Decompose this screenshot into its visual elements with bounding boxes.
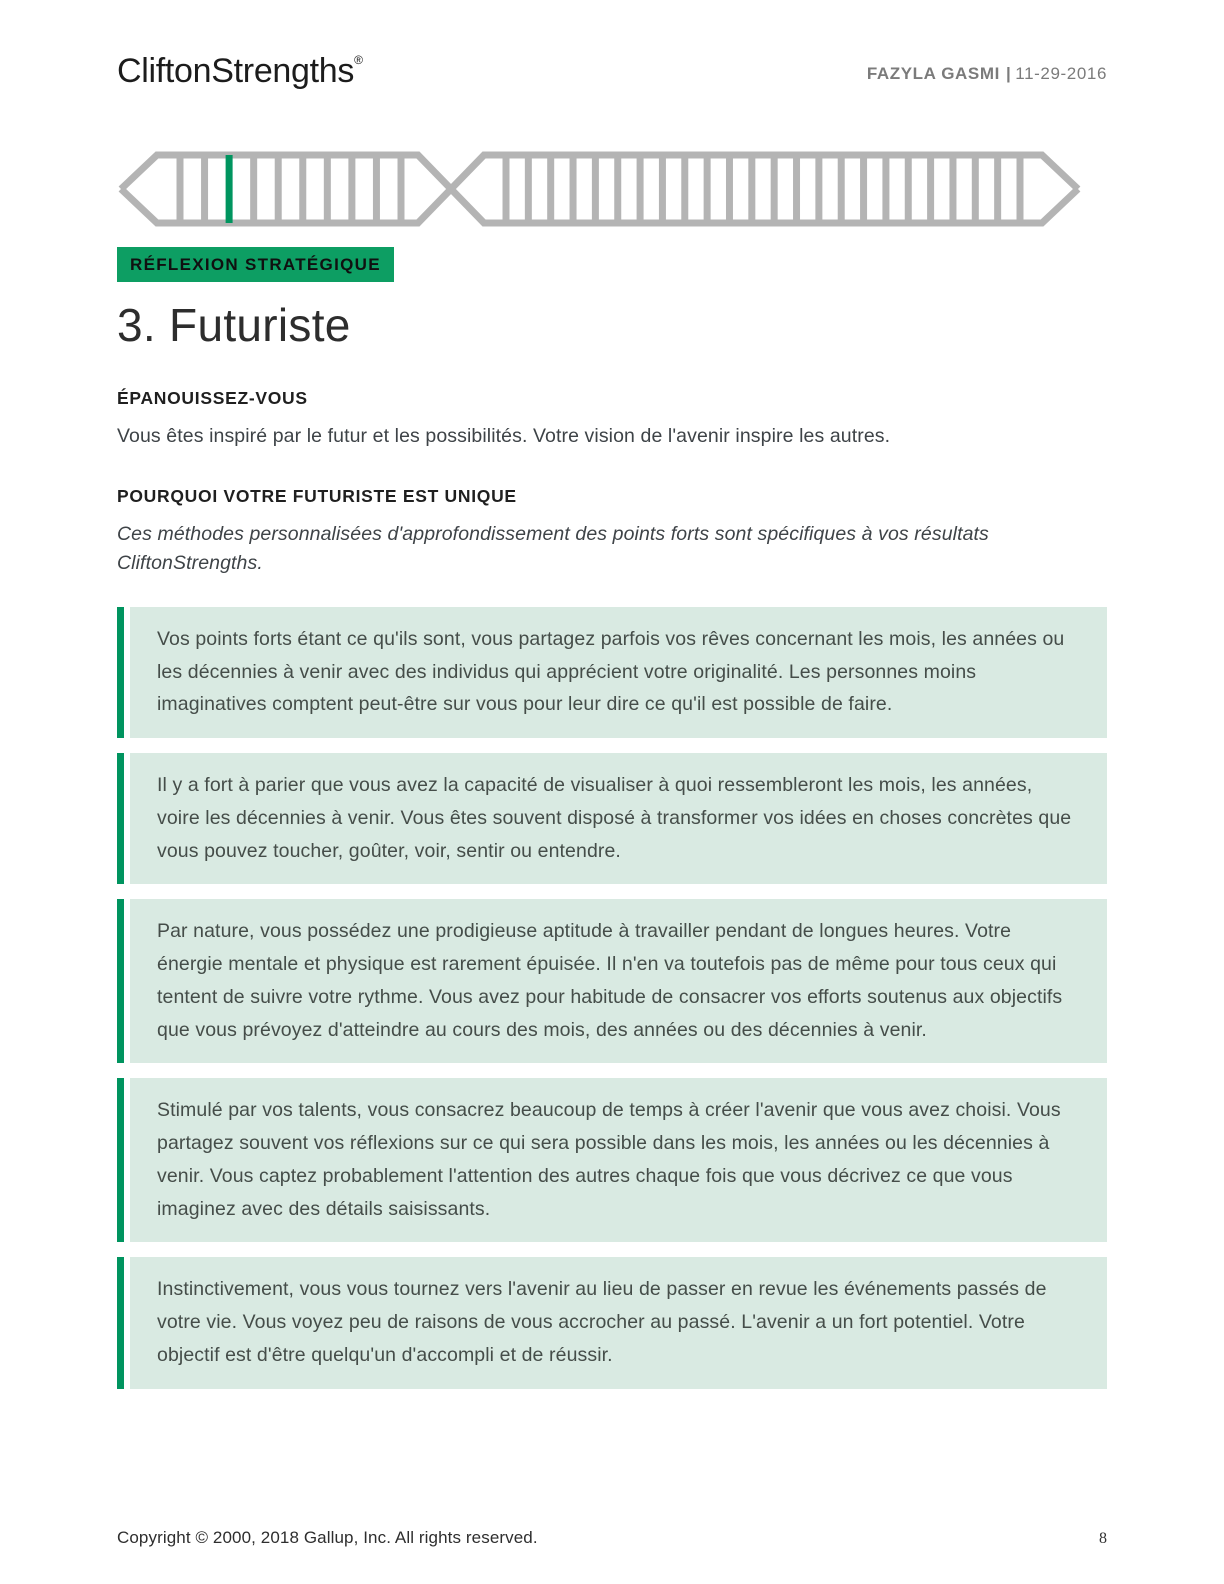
report-meta [867,64,1107,84]
logo-text: CliftonStrengths [117,52,355,90]
report-date: 11-29-2016 [1015,64,1107,83]
insight-accent-bar [117,1078,124,1242]
page-footer [117,1528,1107,1548]
meta-separator: | [1005,64,1012,83]
insights-list [117,607,1107,1389]
insight-text: Stimulé par vos talents, vous consacrez beaucoup de temps à créer l'avenir que vous avez choisi. Vous partagez souvent vos réflexions sur ce qui sera possible dans les mois, les années ou les décennies à venir. Vous captez probablement l'attention des autres chaque fois que vous décrivez ce que vous imaginez avec des détails saisissants. [130,1078,1107,1242]
insight-item [117,753,1107,884]
cliftonstrengths-logo [117,52,363,91]
person-name: FAZYLA GASMI [866,64,1000,83]
insight-text: Par nature, vous possédez une prodigieuse aptitude à travailler pendant de longues heures. Votre énergie mentale et physique est rarement épuisée. Il n'en va toutefois pas de même pour tous ceux qui tentent de suivre votre rythme. Vous avez pour habitude de consacrer vos efforts soutenus aux objectifs que vous prévoyez d'atteindre au cours des mois, des années ou des décennies à venir. [130,899,1107,1063]
insight-text: Il y a fort à parier que vous avez la capacité de visualiser à quoi ressembleront les mois, les années, voire les décennies à venir. Vous êtes souvent disposé à transformer vos idées en choses concrètes que vous pouvez toucher, goûter, voir, sentir ou entendre. [130,753,1107,884]
thrive-body: Vous êtes inspiré par le futur et les possibilités. Votre vision de l'avenir inspire les autres. [117,425,891,447]
unique-heading: POURQUOI VOTRE FUTURISTE EST UNIQUE [117,486,517,507]
unique-body: Ces méthodes personnalisées d'approfondissement des points forts sont spécifiques à vos résultats CliftonStrengths. [117,523,989,574]
page-number: 8 [1099,1530,1107,1547]
insight-accent-bar [117,607,124,738]
page-header [117,0,1107,91]
insight-text: Instinctivement, vous vous tournez vers l'avenir au lieu de passer en revue les événements passés de votre vie. Vous voyez peu de raisons de vous accrocher au passé. L'avenir a un fort potentiel. Votre objectif est d'être quelqu'un d'accompli et de réussir. [130,1257,1107,1388]
insight-text: Vos points forts étant ce qu'ils sont, vous partagez parfois vos rêves concernant les mois, les années ou les décennies à venir avec des individus qui apprécient votre originalité. Les personnes moins imaginatives comptent peut-être sur vous pour leur dire ce qu'il est possible de faire. [130,607,1107,738]
insight-accent-bar [117,899,124,1063]
dna-strand-graphic [117,149,1107,229]
thrive-heading: ÉPANOUISSEZ-VOUS [117,388,308,408]
insight-item [117,899,1107,1063]
insight-accent-bar [117,1257,124,1388]
domain-badge: RÉFLEXION STRATÉGIQUE [117,247,394,282]
copyright-text: Copyright © 2000, 2018 Gallup, Inc. All rights reserved. [117,1528,538,1547]
insight-item [117,1078,1107,1242]
insight-accent-bar [117,753,124,884]
insight-item [117,1257,1107,1388]
insight-item [117,607,1107,738]
registered-trademark-symbol: ® [354,53,363,67]
theme-title: 3. Futuriste [117,299,351,351]
dna-strand-svg [117,149,1092,229]
